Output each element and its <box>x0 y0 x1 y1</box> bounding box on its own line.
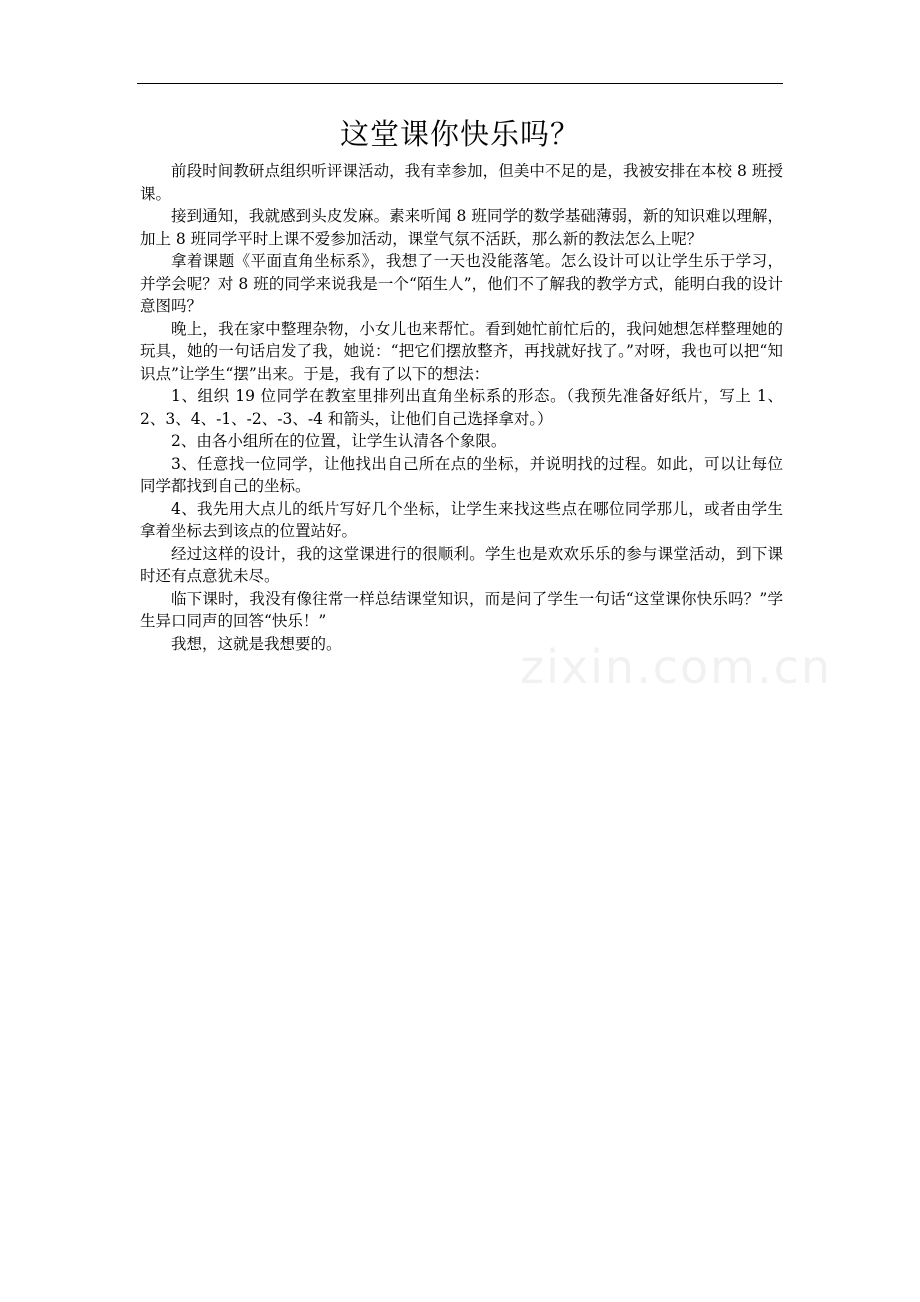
paragraph: 前段时间教研点组织听评课活动，我有幸参加，但美中不足的是，我被安排在本校 8 班授课。 <box>140 162 783 203</box>
list-item: 2、由各小组所在的位置，让学生认清各个象限。 <box>171 432 507 450</box>
document-title: 这堂课你快乐吗？ <box>339 117 580 151</box>
paragraph: 我想，这就是我想要的。 <box>171 634 342 653</box>
paragraph: 晚上，我在家中整理杂物，小女儿也来帮忙。看到她忙前忙后的，我问她想怎样整理她的玩具，她的一句话启发了我，她说：“把它们摆放整齐，再找就好找了。”对呀，我也可以把“知识点”让学生“摆”出来。于是，我有了以下的想法： <box>140 319 783 383</box>
paragraph: 接到通知，我就感到头皮发麻。素来听闻 8 班同学的数学基础薄弱，新的知识难以理解，加上 8 班同学平时上课不爱参加活动，课堂气氛不活跃，那么新的教法怎么上呢？ <box>140 207 783 248</box>
watermark: zixin.com.cn <box>520 640 833 694</box>
list-item: 3、任意找一位同学，让他找出自己所在点的坐标，并说明找的过程。如此，可以让每位同学都找到自己的坐标。 <box>140 454 783 495</box>
paragraph: 经过这样的设计，我的这堂课进行的很顺利。学生也是欢欢乐乐的参与课堂活动，到下课时还有点意犹未尽。 <box>140 544 783 585</box>
paragraph: 拿着课题《平面直角坐标系》，我想了一天也没能落笔。怎么设计可以让学生乐于学习，并学会呢？对 8 班的同学来说我是一个“陌生人”，他们不了解我的教学方式，能明白我的设计意图吗？ <box>140 252 783 315</box>
list-item: 4、我先用大点儿的纸片写好几个坐标，让学生来找这些点在哪位同学那儿，或者由学生拿着坐标去到该点的位置站好。 <box>140 499 783 540</box>
paragraph: 临下课时，我没有像往常一样总结课堂知识，而是问了学生一句话“这堂课你快乐吗？”学生异口同声的回答“快乐！” <box>140 589 783 630</box>
list-item: 1、组织 19 位同学在教室里排列出直角坐标系的形态。（我预先准备好纸片，写上 1、2、3、4、-1、-2、-3、-4 和箭头，让他们自己选择拿对。） <box>140 387 783 428</box>
header-rule <box>137 83 783 84</box>
document-body <box>140 160 783 655</box>
